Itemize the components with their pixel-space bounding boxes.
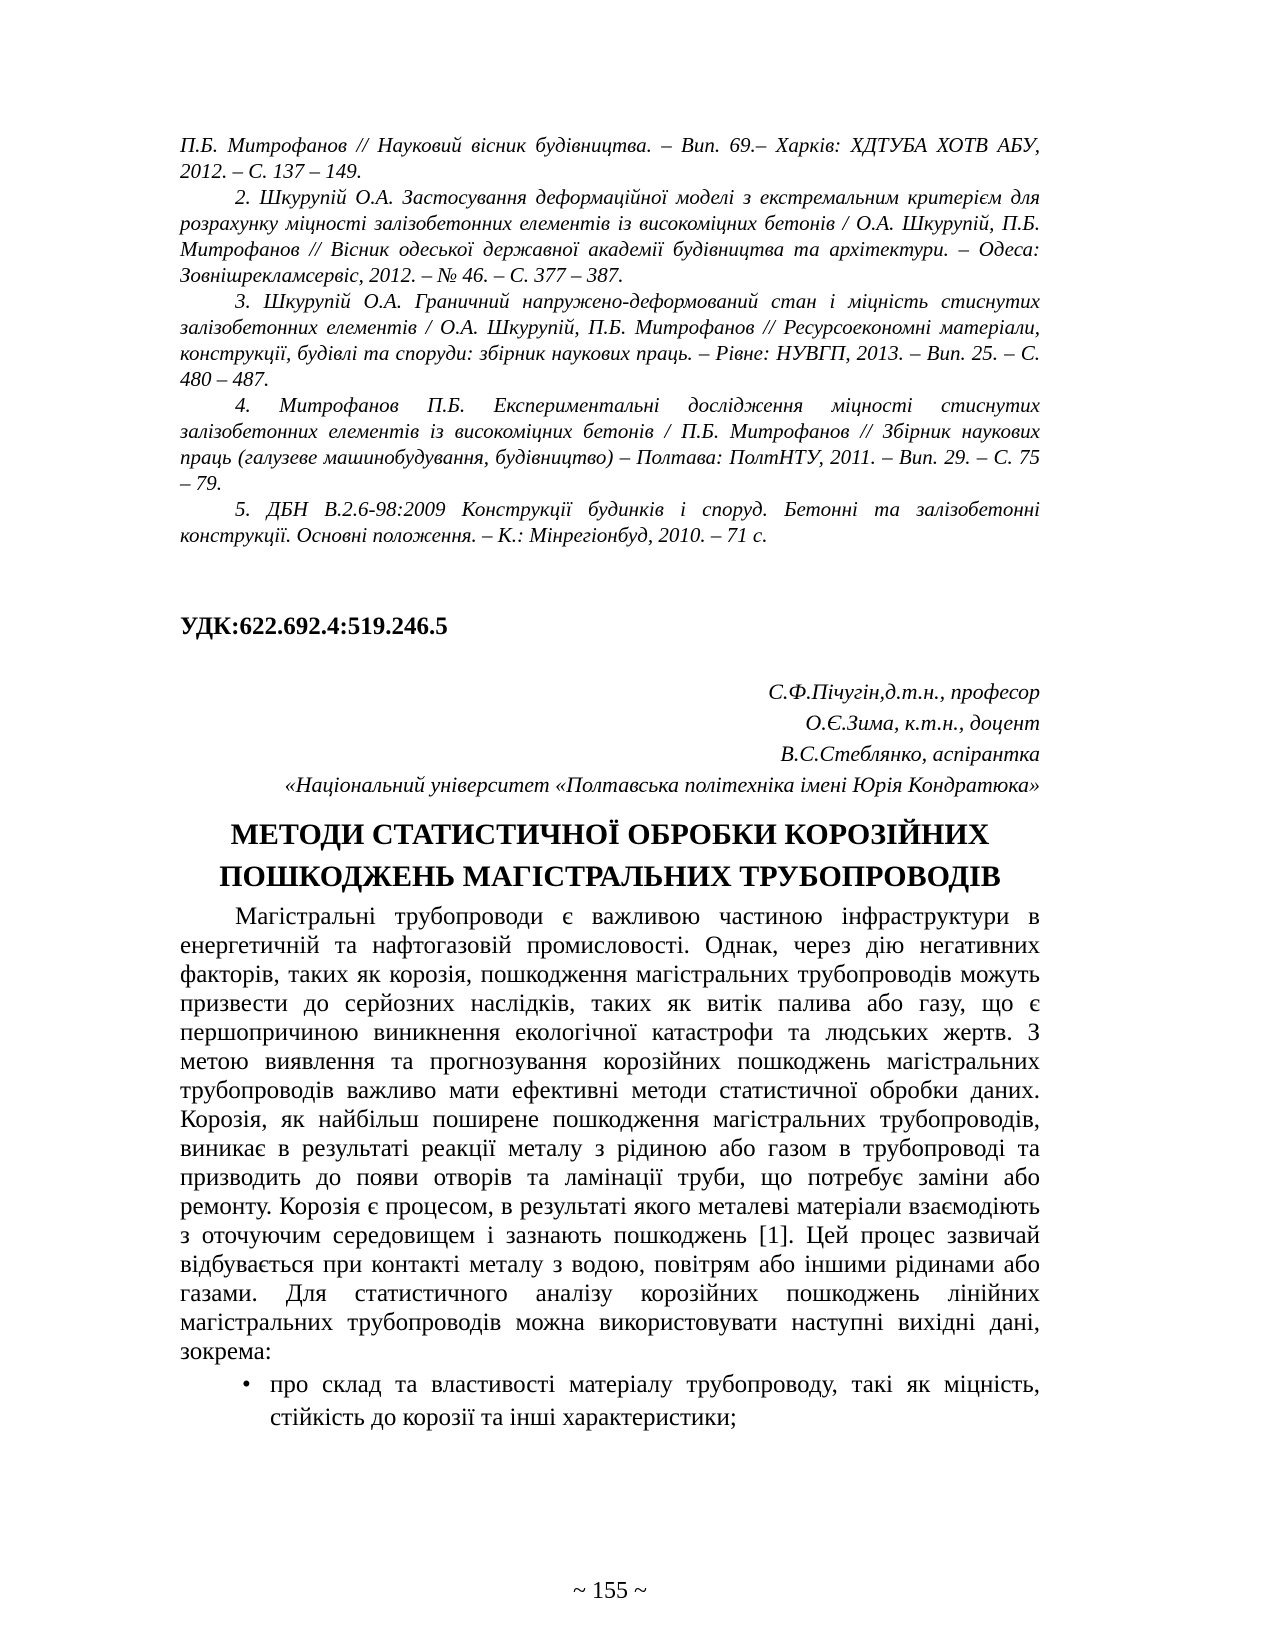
reference-item-2: 2. Шкурупій О.А. Застосування деформаційної моделі з екстремальним критерієм для розрахунку міцності залізобетонних елементів із високоміцних бетонів / О.А. Шкурупій, П.Б. Митрофанов // Вісник одеської державної академії будівництва та архітектури. – Одеса: Зовнішрекламсервіс, 2012. – № 46. – С. 377 – 387. [180, 185, 1040, 287]
article-title: МЕТОДИ СТАТИСТИЧНОЇ ОБРОБКИ КОРОЗІЙНИХ ПОШКОДЖЕНЬ МАГІСТРАЛЬНИХ ТРУБОПРОВОДІВ [219, 818, 1001, 893]
author-line-2: О.Є.Зима, к.т.н., доцент [805, 710, 1040, 735]
page-content [180, 132, 1040, 1434]
author-line-3: В.С.Стеблянко, аспірантка [780, 741, 1040, 766]
page-number: ~ 155 ~ [573, 1578, 647, 1604]
author-line-1: С.Ф.Пічугін,д.т.н., професор [768, 679, 1040, 704]
reference-item-3: 3. Шкурупій О.А. Граничний напружено-деформований стан і міцність стиснутих залізобетонних елементів / О.А. Шкурупій, П.Б. Митрофанов // Ресурсоекономні матеріали, конструкції, будівлі та споруди: збірник наукових праць. – Рівне: НУВГП, 2013. – Вип. 25. – С. 480 – 487. [180, 289, 1040, 391]
authors-block [180, 676, 1040, 800]
udc-code: УДК:622.692.4:519.246.5 [180, 613, 448, 640]
bullet-list [180, 1368, 1040, 1434]
reference-item-5: 5. ДБН В.2.6-98:2009 Конструкції будинків і споруд. Бетонні та залізобетонні конструкції. Основні положення. – К.: Мінрегіонбуд, 2010. – 71 с. [180, 497, 1040, 547]
body-paragraph: Магістральні трубопроводи є важливою частиною інфраструктури в енергетичній та нафтогазовій промисловості. Однак, через дію негативних факторів, таких як корозія, пошкодження магістральних трубопроводів можуть призвести до серйозних наслідків, таких як витік палива або газу, що є першопричиною виникнення екологічної катастрофи та людських жертв. З метою виявлення та прогнозування корозійних пошкоджень магістральних трубопроводів важливо мати ефективні методи статистичної обробки даних. Корозія, як найбільш поширене пошкодження магістральних трубопроводів, виникає в результаті реакції металу з рідиною або газом в трубопроводі та призводить до появи отворів та ламінації труби, що потребує заміни або ремонту. Корозія є процесом, в результаті якого металеві матеріали взаємодіють з оточуючим середовищем і зазнають пошкоджень [1]. Цей процес зазвичай відбувається при контакті металу з водою, повітрям або іншими рідинами або газами. Для статистичного аналізу корозійних пошкоджень лінійних магістральних трубопроводів можна використовувати наступні вихідні дані, зокрема: [180, 903, 1040, 1365]
bullet-item: • про склад та властивості матеріалу трубопроводу, такі як міцність, стійкість до корозії та інші характеристики; [242, 1368, 1040, 1434]
reference-item-4: 4. Митрофанов П.Б. Експериментальні дослідження міцності стиснутих залізобетонних елементів із високоміцних бетонів / П.Б. Митрофанов // Збірник наукових праць (галузеве машинобудування, будівництво) – Полтава: ПолтНТУ, 2011. – Вип. 29. – С. 75 – 79. [180, 393, 1040, 495]
reference-continuation: П.Б. Митрофанов // Науковий вісник будівництва. – Вип. 69.– Харків: ХДТУБА ХОТВ АБУ, 2012. – С. 137 – 149. [180, 133, 1040, 183]
references-section [180, 132, 1040, 548]
affiliation: «Національний університет «Полтавська політехніка імені Юрія Кондратюка» [284, 772, 1040, 797]
